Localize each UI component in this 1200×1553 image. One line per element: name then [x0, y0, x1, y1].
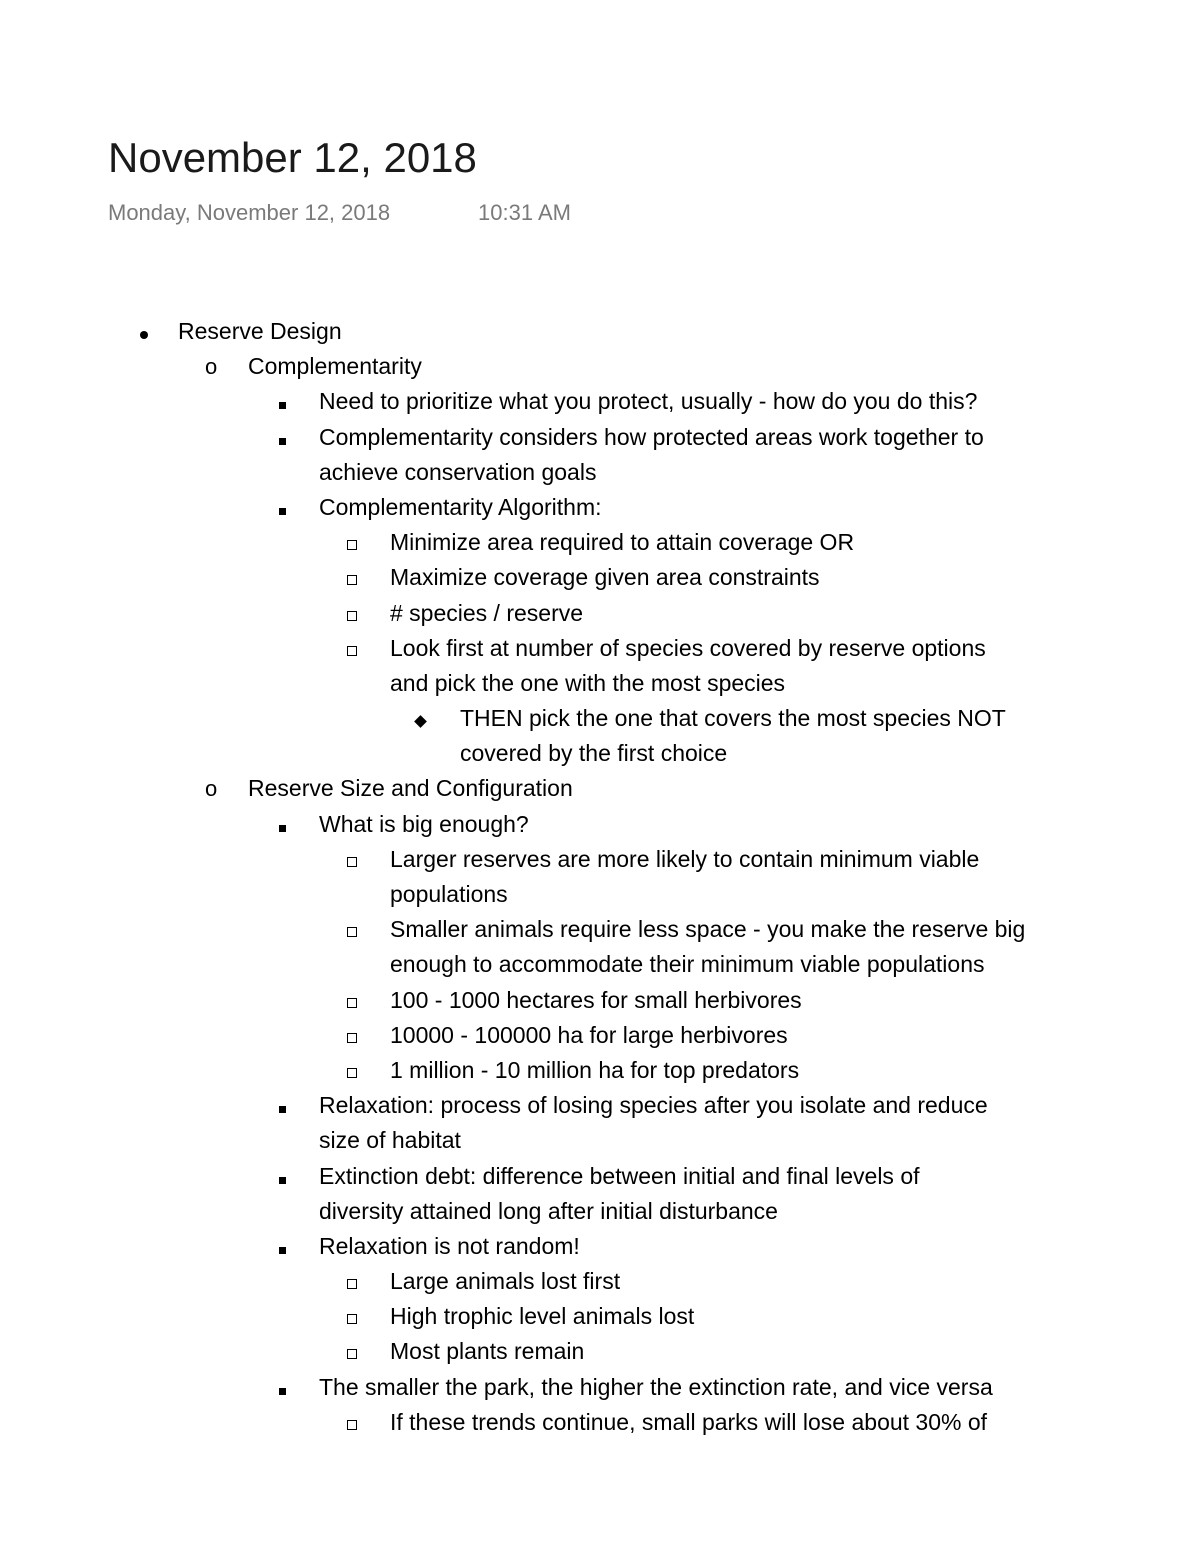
outline-text: Smaller animals require less space - you make the reserve big — [390, 916, 1026, 943]
outline-line — [0, 384, 1200, 419]
diamond-icon — [414, 701, 425, 736]
outline-text: 100 - 1000 hectares for small herbivores — [390, 986, 802, 1013]
outline-text: Larger reserves are more likely to contain minimum viable — [390, 845, 980, 872]
diamond-icon-shape — [414, 715, 427, 728]
page-time: 10:31 AM — [478, 200, 571, 225]
hollow-square-icon-shape — [347, 575, 357, 585]
outline-line — [0, 1159, 1200, 1194]
square-bullet-icon-shape — [279, 1247, 286, 1254]
hollow-square-icon — [347, 842, 357, 877]
hollow-square-icon — [347, 983, 357, 1018]
outline-line — [0, 420, 1200, 455]
page-date: Monday, November 12, 2018 — [108, 200, 391, 225]
outline-line — [0, 842, 1200, 877]
outline-text: Most plants remain — [390, 1338, 585, 1365]
outline-line — [0, 983, 1200, 1018]
square-bullet-icon — [279, 1088, 286, 1123]
hollow-square-icon-shape — [347, 927, 357, 937]
hollow-square-icon-shape — [347, 611, 357, 621]
dot-icon — [140, 314, 148, 349]
hollow-square-icon-shape — [347, 998, 357, 1008]
outline-text: Reserve Design — [178, 318, 342, 344]
square-bullet-icon-shape — [279, 438, 286, 445]
outline-line — [0, 455, 1200, 490]
outline-line — [0, 877, 1200, 912]
outline-line — [0, 490, 1200, 525]
outline-line — [0, 1334, 1200, 1369]
outline-text: Relaxation is not random! — [319, 1232, 580, 1259]
hollow-square-icon — [347, 631, 357, 666]
hollow-square-icon — [347, 1334, 357, 1369]
outline-line — [0, 1018, 1200, 1053]
hollow-square-icon — [347, 1018, 357, 1053]
hollow-square-icon — [347, 912, 357, 947]
outline-text: # species / reserve — [390, 599, 584, 626]
square-bullet-icon-shape — [279, 1106, 286, 1113]
square-bullet-icon — [279, 807, 286, 842]
outline-text: 1 million - 10 million ha for top predators — [390, 1056, 800, 1083]
outline-text: achieve conservation goals — [319, 458, 597, 485]
square-bullet-icon — [279, 1370, 286, 1405]
square-bullet-icon — [279, 384, 286, 419]
outline-text: Complementarity — [248, 353, 422, 380]
outline-text: Complementarity considers how protected areas work together to — [319, 423, 984, 450]
hollow-square-icon-shape — [347, 646, 357, 656]
square-bullet-icon-shape — [279, 1388, 286, 1395]
hollow-square-icon — [347, 1299, 357, 1334]
hollow-square-icon-shape — [347, 1068, 357, 1078]
outline-text: and pick the one with the most species — [390, 669, 786, 696]
outline-line — [0, 771, 1200, 806]
outline-line — [0, 947, 1200, 982]
square-bullet-icon-shape — [279, 1177, 286, 1184]
hollow-square-icon — [347, 1405, 357, 1440]
hollow-square-icon — [347, 1053, 357, 1088]
hollow-square-icon — [347, 525, 357, 560]
square-bullet-icon — [279, 490, 286, 525]
outline-text: THEN pick the one that covers the most species NOT — [460, 705, 1006, 732]
outline-text: 10000 - 100000 ha for large herbivores — [390, 1021, 788, 1048]
outline-text: diversity attained long after initial disturbance — [319, 1197, 778, 1224]
hollow-square-icon-shape — [347, 857, 357, 867]
outline-text: What is big enough? — [319, 810, 529, 837]
outline-text: Large animals lost first — [390, 1268, 621, 1295]
circle-o-icon — [205, 771, 217, 808]
outline-text: Minimize area required to attain coverage OR — [390, 529, 855, 556]
outline-line — [0, 912, 1200, 947]
outline-text: Extinction debt: difference between initial and final levels of — [319, 1162, 920, 1189]
outline-text: Reserve Size and Configuration — [248, 775, 573, 802]
square-bullet-icon-shape — [279, 508, 286, 515]
outline-text: populations — [390, 881, 508, 907]
hollow-square-icon-shape — [347, 1420, 357, 1430]
outline-line — [0, 1370, 1200, 1405]
outline-line — [0, 1053, 1200, 1088]
outline-line — [0, 349, 1200, 384]
outline-line — [0, 701, 1200, 736]
outline-text: If these trends continue, small parks will lose about 30% of — [390, 1408, 988, 1435]
outline-text: Complementarity Algorithm: — [319, 493, 602, 520]
hollow-square-icon-shape — [347, 540, 357, 550]
outline-line — [0, 525, 1200, 560]
outline-line — [0, 736, 1200, 771]
hollow-square-icon — [347, 1264, 357, 1299]
circle-o-icon-shape: o — [205, 776, 218, 802]
hollow-square-icon-shape — [347, 1349, 357, 1359]
hollow-square-icon-shape — [347, 1033, 357, 1043]
outline-text: The smaller the park, the higher the extinction rate, and vice versa — [319, 1373, 993, 1400]
outline-line — [0, 666, 1200, 701]
outline-line — [0, 560, 1200, 595]
outline-text: High trophic level animals lost — [390, 1303, 695, 1330]
square-bullet-icon — [279, 1159, 286, 1194]
outline-line — [0, 1299, 1200, 1334]
square-bullet-icon — [279, 1229, 286, 1264]
outline-text: Need to prioritize what you protect, usually - how do you do this? — [319, 388, 978, 415]
hollow-square-icon-shape — [347, 1279, 357, 1289]
dot-icon-shape — [140, 331, 148, 339]
outline-line — [0, 1264, 1200, 1299]
outline-text: Maximize coverage given area constraints — [390, 564, 820, 591]
outline-text: Relaxation: process of losing species after you isolate and reduce — [319, 1092, 988, 1119]
outline-text: covered by the first choice — [460, 740, 728, 767]
hollow-square-icon — [347, 596, 357, 631]
outline-notes — [0, 314, 1200, 1440]
hollow-square-icon — [347, 560, 357, 595]
outline-text: enough to accommodate their minimum viable populations — [390, 951, 985, 978]
page-title: November 12, 2018 — [108, 134, 477, 181]
circle-o-icon-shape: o — [205, 354, 218, 380]
outline-line — [0, 1229, 1200, 1264]
outline-line — [0, 807, 1200, 842]
outline-line — [0, 1405, 1200, 1440]
square-bullet-icon-shape — [279, 825, 286, 832]
circle-o-icon — [205, 349, 217, 386]
outline-line — [0, 631, 1200, 666]
outline-line — [0, 1194, 1200, 1229]
outline-line — [0, 1088, 1200, 1123]
hollow-square-icon-shape — [347, 1314, 357, 1324]
square-bullet-icon — [279, 420, 286, 455]
outline-line — [0, 1123, 1200, 1158]
square-bullet-icon-shape — [279, 402, 286, 409]
outline-line — [0, 314, 1200, 349]
page-meta — [108, 198, 571, 228]
outline-line — [0, 596, 1200, 631]
outline-text: Look first at number of species covered by reserve options — [390, 634, 986, 661]
outline-text: size of habitat — [319, 1127, 461, 1154]
